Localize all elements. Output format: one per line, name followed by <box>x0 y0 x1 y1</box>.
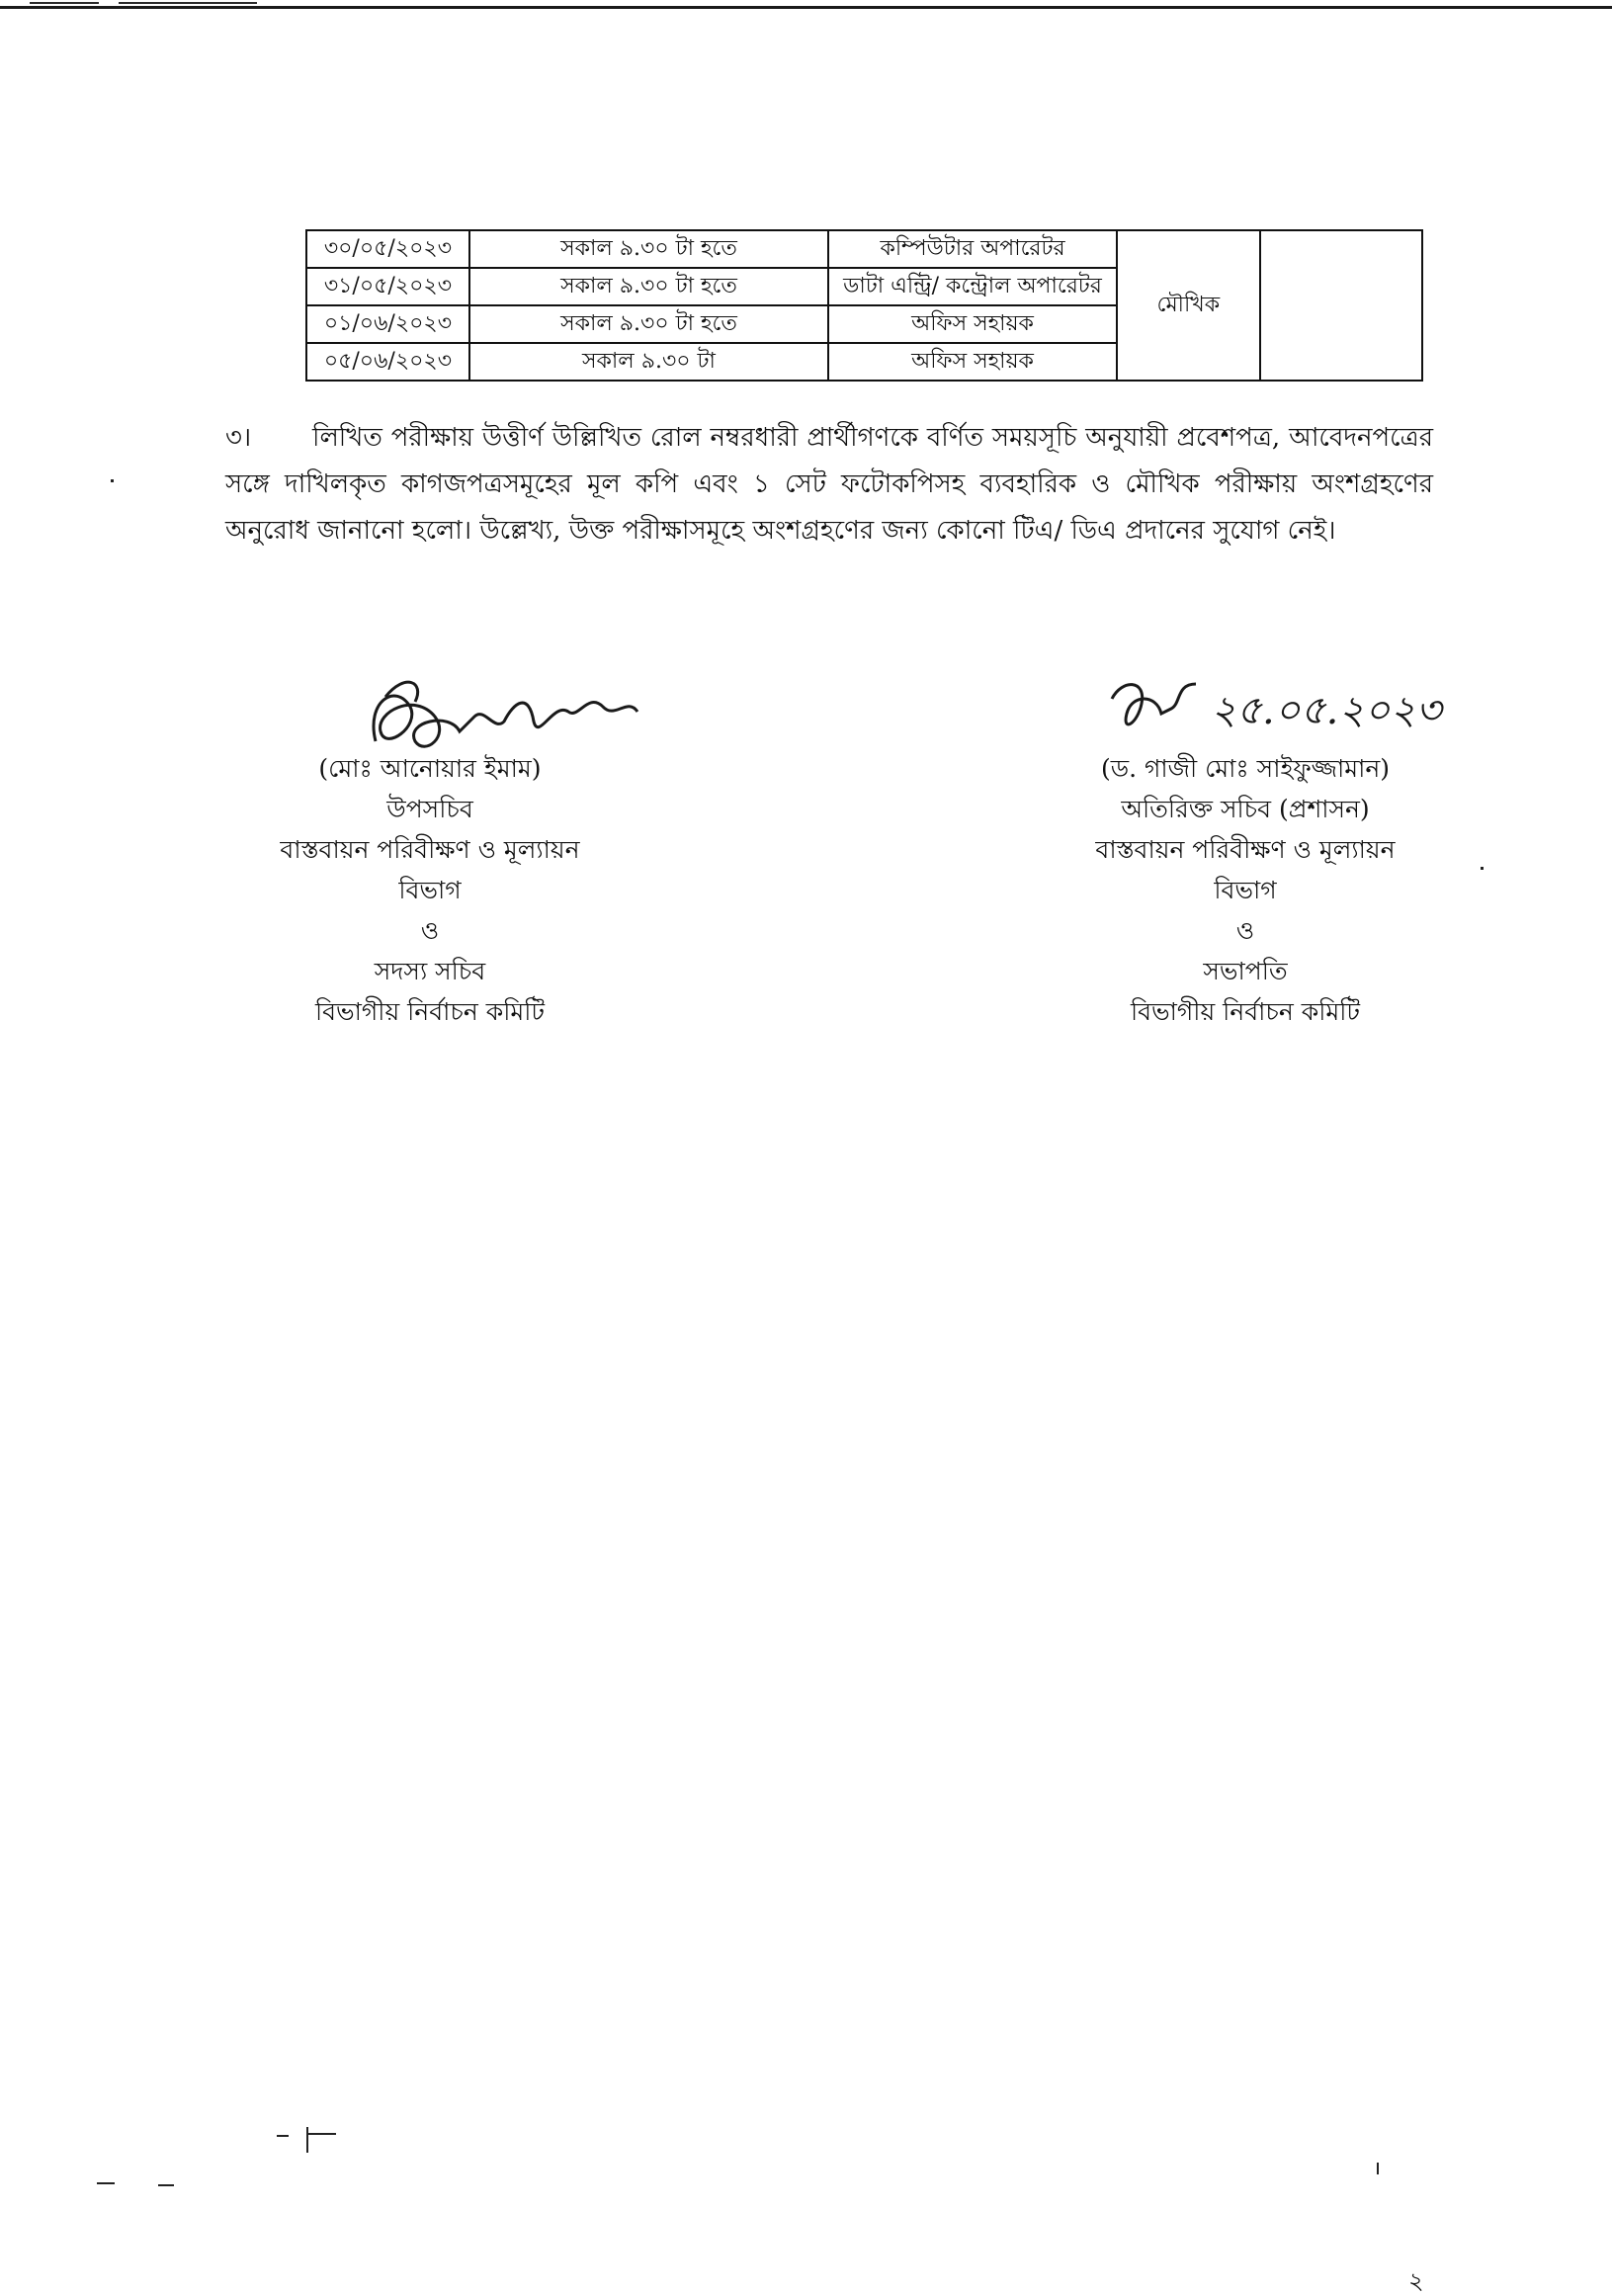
signatory-division: বাস্তবায়ন পরিবীক্ষণ ও মূল্যায়ন <box>280 835 580 864</box>
scan-mark <box>306 2127 308 2153</box>
page-number: ২ <box>1408 2267 1424 2295</box>
signatory-committee: বিভাগীয় নির্বাচন কমিটি <box>314 997 546 1026</box>
right-signature-date: ২৫.০৫.২০২৩ <box>1211 688 1442 733</box>
post-name-cell: ডাটা এন্ট্রি/ কন্ট্রোল অপারেটর <box>828 268 1117 305</box>
signatory-division-suffix: বিভাগ <box>398 876 462 904</box>
signatory-division-suffix: বিভাগ <box>1214 876 1277 904</box>
signatory-role: সভাপতি <box>1203 957 1288 985</box>
scan-dot <box>111 479 114 482</box>
scan-mark <box>1377 2163 1379 2174</box>
table-row <box>306 230 1422 268</box>
signatory-committee: বিভাগীয় নির্বাচন কমিটি <box>1130 997 1361 1026</box>
exam-date-cell: ০১/০৬/২০২৩ <box>306 305 469 343</box>
top-border-line <box>0 6 1612 9</box>
signatory-conjunction: ও <box>1235 916 1255 945</box>
left-signatory-block <box>203 748 657 1032</box>
exam-time-cell: সকাল ৯.৩০ টা হতে <box>469 305 828 343</box>
exam-time-cell: সকাল ৯.৩০ টা হতে <box>469 268 828 305</box>
scan-artifact <box>30 2 99 4</box>
signatory-name: (মোঃ আনোয়ার ইমাম) <box>318 754 542 783</box>
paragraph-text: লিখিত পরীক্ষায় উত্তীর্ণ উল্লিখিত রোল নম্বরধারী প্রার্থীগণকে বর্ণিত সময়সূচি অনুযায়ী প্রবেশপত্র, আবেদনপত্রের সঙ্গে দাখিলকৃত কাগজপত্রসমূহের মূল কপি এবং ১ সেট ফটোকপিসহ ব্যবহারিক ও মৌখিক পরীক্ষায় অংশগ্রহণের অনুরোধ জানানো হলো। উল্লেখ্য, উক্ত পরীক্ষাসমূহে অংশগ্রহণের জন্য কোনো টিএ/ ডিএ প্রদানের সুযোগ নেই। <box>225 423 1433 546</box>
exam-schedule-table <box>305 229 1423 382</box>
exam-date-cell: ০৫/০৬/২০২৩ <box>306 343 469 381</box>
signatory-designation: অতিরিক্ত সচিব (প্রশাসন) <box>1121 795 1370 823</box>
signatory-division: বাস্তবায়ন পরিবীক্ষণ ও মূল্যায়ন <box>1095 835 1396 864</box>
post-name-cell: কম্পিউটার অপারেটর <box>828 230 1117 268</box>
scan-mark <box>306 2133 336 2135</box>
scan-mark <box>97 2182 115 2184</box>
post-name-cell: অফিস সহায়ক <box>828 305 1117 343</box>
scan-dot <box>1481 867 1484 870</box>
scan-mark <box>277 2135 289 2137</box>
paragraph-number: ৩। <box>225 423 252 453</box>
empty-cell <box>1260 230 1422 381</box>
exam-date-cell: ৩০/০৫/২০২৩ <box>306 230 469 268</box>
right-signature <box>1102 664 1478 753</box>
exam-time-cell: সকাল ৯.৩০ টা হতে <box>469 230 828 268</box>
scan-mark <box>158 2184 174 2186</box>
instruction-paragraph <box>225 415 1433 554</box>
signatory-conjunction: ও <box>420 916 440 945</box>
exam-date-cell: ৩১/০৫/২০২৩ <box>306 268 469 305</box>
scan-artifact <box>119 2 257 4</box>
exam-time-cell: সকাল ৯.৩০ টা <box>469 343 828 381</box>
exam-type-cell: মৌখিক <box>1117 230 1260 381</box>
signatory-designation: উপসচিব <box>386 795 473 823</box>
post-name-cell: অফিস সহায়ক <box>828 343 1117 381</box>
signatory-name: (ড. গাজী মোঃ সাইফুজ্জামান) <box>1100 754 1391 783</box>
right-signatory-block <box>1018 748 1473 1032</box>
signatory-role: সদস্য সচিব <box>374 957 486 985</box>
